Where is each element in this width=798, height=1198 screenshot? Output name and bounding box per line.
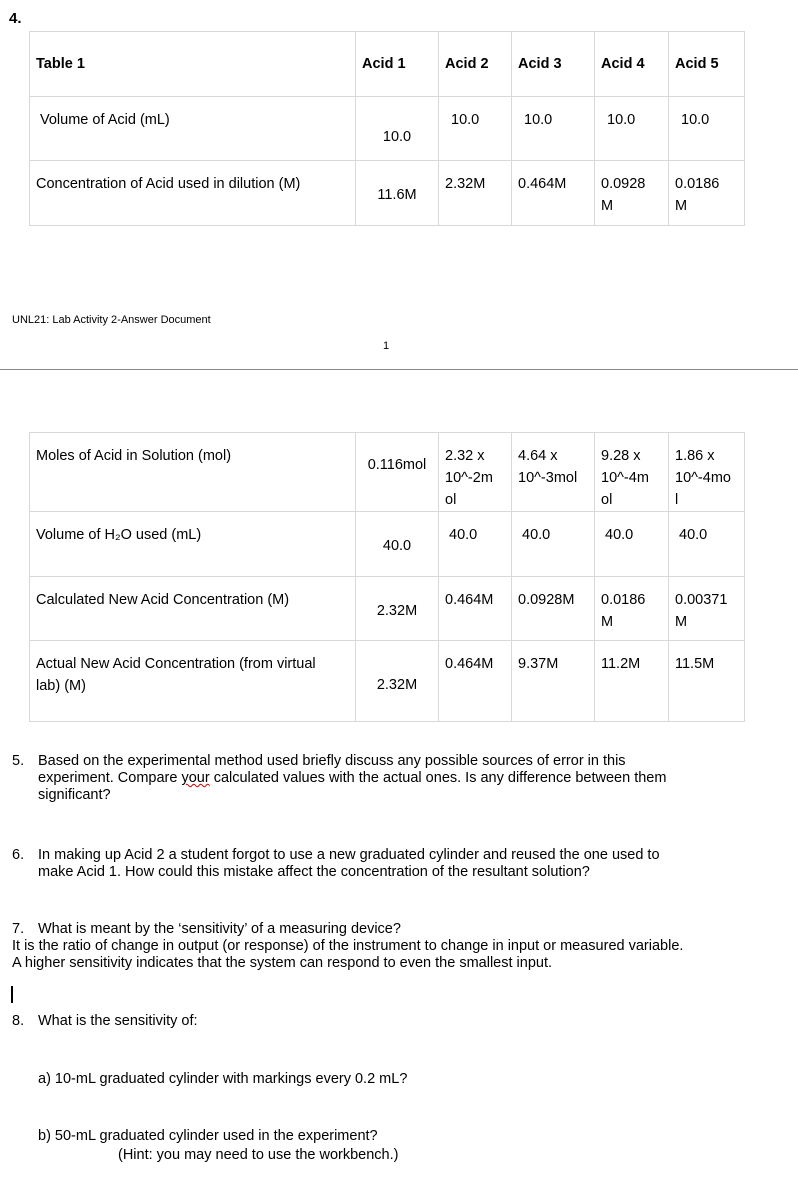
question-5 (12, 753, 792, 804)
cell-acid-4: 11.2M (601, 656, 641, 672)
question-8b-hint: (Hint: you may need to use the workbench.) (118, 1147, 399, 1163)
row-label: Volume of Acid (mL) (40, 112, 170, 128)
row-label: Volume of H₂O used (mL) (36, 527, 202, 543)
row-label-line: lab) (M) (36, 678, 86, 694)
cell-line: 0.0928 (601, 176, 646, 192)
cell-line: ol (601, 492, 613, 508)
table-title: Table 1 (36, 56, 85, 72)
row-label: Concentration of Acid used in dilution (M) (36, 176, 301, 192)
cell-acid-2 (439, 433, 511, 511)
cell-acid-5: 11.5M (675, 656, 715, 672)
cell-line: M (601, 198, 614, 214)
question-number: 6. (12, 847, 25, 863)
cell-acid-5 (669, 433, 744, 511)
table-row (30, 641, 745, 722)
cell-acid-1: 2.32M (376, 603, 418, 619)
question-number: 5. (12, 753, 25, 769)
header-acid-2: Acid 2 (445, 56, 489, 72)
cell-line: 0.0186 (675, 176, 720, 192)
answer-line: A higher sensitivity indicates that the system can respond to even the smallest input. (12, 955, 553, 971)
cell-acid-3: 0.464M (518, 176, 567, 192)
table-row (30, 161, 745, 226)
cell-acid-5: 10.0 (681, 112, 710, 128)
cell-acid-3 (512, 433, 594, 489)
document-footer-title: UNL21: Lab Activity 2-Answer Document (12, 314, 211, 326)
question-number: 8. (12, 1013, 25, 1029)
cell-line: 10^-4mo (675, 470, 731, 486)
question-8b: b) 50-mL graduated cylinder used in the experiment? (38, 1128, 378, 1144)
cell-acid-1: 2.32M (376, 677, 418, 693)
data-table-1 (29, 31, 745, 226)
table-row (30, 97, 745, 161)
answer-7[interactable] (12, 938, 792, 972)
cell-line: M (601, 614, 614, 630)
cell-acid-5 (669, 577, 744, 633)
header-acid-5: Acid 5 (675, 56, 719, 72)
question-line: Based on the experimental method used briefly discuss any possible sources of error in this (38, 753, 626, 769)
cell-acid-5: 40.0 (679, 527, 708, 543)
row-label: Moles of Acid in Solution (mol) (36, 448, 232, 464)
question-line: make Acid 1. How could this mistake affect the concentration of the resultant solution? (38, 864, 590, 880)
cell-acid-2: 0.464M (445, 656, 494, 672)
cell-line: 10^-3mol (518, 470, 578, 486)
cell-acid-2: 0.464M (445, 592, 494, 608)
cell-line: 10^-2m (445, 470, 493, 486)
question-number: 7. (12, 921, 25, 937)
answer-line: It is the ratio of change in output (or response) of the instrument to change in input or measured variable. (12, 938, 684, 954)
cell-acid-4: 40.0 (605, 527, 634, 543)
cell-line: 0.00371 (675, 592, 728, 608)
cell-acid-2: 2.32M (445, 176, 486, 192)
question-line (38, 770, 792, 787)
question-text: What is meant by the ‘sensitivity’ of a measuring device? (38, 921, 401, 937)
question-line: In making up Acid 2 a student forgot to use a new graduated cylinder and reused the one used to (38, 847, 660, 863)
cell-acid-3: 40.0 (522, 527, 551, 543)
spellcheck-word[interactable]: your (181, 770, 210, 786)
row-label: Calculated New Acid Concentration (M) (36, 592, 290, 608)
text-segment: experiment. Compare (38, 770, 182, 786)
cell-acid-1: 10.0 (382, 129, 412, 145)
cell-acid-4 (595, 577, 668, 633)
table-row (30, 433, 745, 512)
header-acid-4: Acid 4 (601, 56, 645, 72)
question-6 (12, 847, 792, 881)
cell-line: 9.28 x (601, 448, 641, 464)
cell-acid-1: 0.116mol (367, 457, 427, 473)
question-8 (12, 1013, 792, 1030)
page-break-divider (0, 369, 798, 370)
question-line: significant? (38, 787, 111, 803)
cell-acid-2: 10.0 (451, 112, 480, 128)
page-number: 1 (383, 340, 390, 352)
cell-acid-1: 40.0 (382, 538, 412, 554)
cell-line: 2.32 x (445, 448, 485, 464)
cell-line: ol (445, 492, 457, 508)
cell-line: M (675, 198, 688, 214)
cell-acid-2: 40.0 (449, 527, 478, 543)
question-number: 4. (9, 10, 22, 27)
cell-acid-3: 10.0 (524, 112, 553, 128)
cell-acid-5 (669, 161, 744, 217)
cell-acid-4 (595, 161, 668, 217)
cell-line: 10^-4m (601, 470, 649, 486)
table-row (30, 577, 745, 641)
question-text: What is the sensitivity of: (38, 1013, 198, 1029)
cell-acid-3: 0.0928M (518, 592, 575, 608)
cell-line: 0.0186 (601, 592, 646, 608)
cell-line: 1.86 x (675, 448, 715, 464)
row-label-line: Actual New Acid Concentration (from virtual (36, 656, 316, 672)
header-acid-1: Acid 1 (362, 56, 406, 72)
table-row (30, 512, 745, 577)
text-segment: calculated values with the actual ones. Is any difference between them (209, 770, 667, 786)
question-8a: a) 10-mL graduated cylinder with markings every 0.2 mL? (38, 1071, 408, 1087)
header-acid-3: Acid 3 (518, 56, 562, 72)
cell-acid-4: 10.0 (607, 112, 636, 128)
cell-acid-3: 9.37M (518, 656, 559, 672)
data-table-2 (29, 432, 745, 722)
table-header-row (30, 32, 745, 97)
row-label (30, 641, 355, 697)
cell-acid-4 (595, 433, 668, 511)
cell-line: M (675, 614, 688, 630)
cell-acid-1: 11.6M (377, 187, 417, 203)
cell-line: l (675, 492, 679, 508)
cell-line: 4.64 x (518, 448, 558, 464)
text-cursor (11, 986, 13, 1003)
question-7 (12, 921, 792, 938)
